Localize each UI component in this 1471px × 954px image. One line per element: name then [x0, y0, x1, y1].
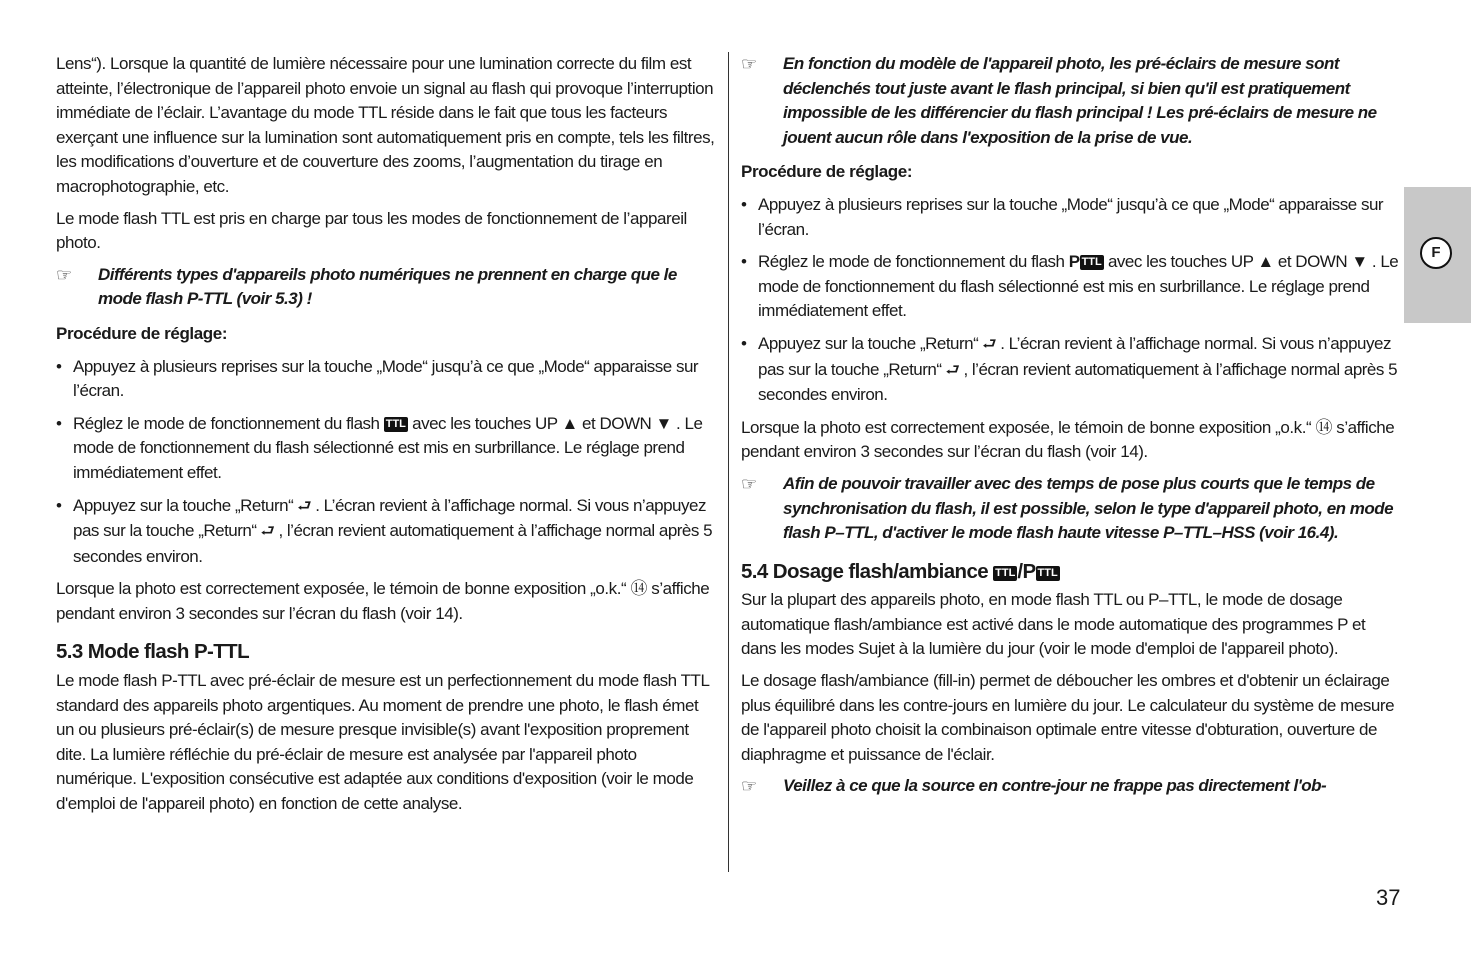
- procedure-label: Procédure de réglage:: [741, 162, 913, 182]
- intro-paragraph: Lens“). Lorsque la quantité de lumière nécessaire pour une lumination correcte du film est atteinte, l’électronique de l’appareil photo envoie un signal au flash qui provoque l’interruption immédiate de l’éclair. L’avantage du mode TTL réside dans le fait que tous les facteurs exerçant une influence sur la lumination sont automatiquement pris en compte, tels les filtres, les modifications d’ouverture et de couverture des zooms, l’augmentation du tirage en macrophotographie, etc.: [56, 54, 715, 196]
- procedure-label: Procédure de réglage:: [56, 323, 228, 343]
- section-heading-5-3: 5.3 Mode flash P-TTL: [56, 640, 250, 664]
- list-item: • Réglez le mode de fonctionnement du flash P TTL avec les touches UP ▲ et DOWN ▼ . Le mode de fonctionnement du flash sélectionné est mis en surbrillance. Le réglage prend immédiatement effet.: [741, 252, 1399, 321]
- exposure-ok-paragraph: Lorsque la photo est correctement exposée, le témoin de bonne exposition „o.k.“ ⑭ s’affiche pendant environ 3 secondes sur l’écran du flash (voir 14).: [741, 417, 1395, 462]
- note-backlight: ☞ Veillez à ce que la source en contre-jour ne frappe pas directement l'ob-: [741, 774, 1401, 799]
- ttl-support-paragraph: Le mode flash TTL est pris en charge par tous les modes de fonctionnement de l’appareil photo.: [56, 208, 687, 253]
- list-item: • Appuyez à plusieurs reprises sur la touche „Mode“ jusqu’à ce que „Mode“ apparaisse sur l’écran.: [56, 356, 699, 401]
- column-divider: [728, 52, 729, 872]
- ttl-badge-icon: TTL: [995, 566, 1016, 579]
- bullet-icon: •: [741, 333, 747, 353]
- pointing-hand-icon: ☞: [741, 473, 757, 494]
- list-item: • Appuyez à plusieurs reprises sur la touche „Mode“ jusqu’à ce que „Mode“ apparaisse sur l’écran.: [741, 194, 1384, 239]
- section-heading-5-4: 5.4 Dosage flash/ambiance TTL/P TTL: [741, 559, 1058, 583]
- ttl-badge-icon: TTL: [1037, 566, 1058, 579]
- exposure-ok-paragraph: Lorsque la photo est correctement exposée, le témoin de bonne exposition „o.k.“ ⑭ s’affiche pendant environ 3 secondes sur l’écran du flash (voir 14).: [56, 579, 710, 623]
- pointing-hand-icon: ☞: [741, 776, 757, 797]
- return-icon: ⮐: [260, 523, 275, 541]
- ttl-badge-icon: TTL: [385, 417, 406, 430]
- fill-in-auto-paragraph: Sur la plupart des appareils photo, en mode flash TTL ou P–TTL, le mode de dosage automatique flash/ambiance est activé dans le mode automatique des programmes P et dans les modes Sujet à la lumière du jour (voir le mode d'emploi de l'appareil photo).: [741, 590, 1366, 659]
- ttl-badge-icon: TTL: [1081, 256, 1102, 269]
- right-column: [741, 52, 1401, 807]
- pointing-hand-icon: ☞: [56, 264, 72, 285]
- return-icon: ⮐: [297, 497, 312, 515]
- ptl-description-paragraph: Le mode flash P-TTL avec pré-éclair de mesure est un perfectionnement du mode flash TTL standard des appareils photo argentiques. Au moment de prendre une photo, le flash émet un ou plusieurs pré-éclair(s) de mesure presque invisible(s) avant l'exposition proprement dite. La lumière réfléchie du pré-éclair de mesure est analysée par l'appareil photo numérique. L'exposition consécutive est adaptée aux conditions d'exposition (voir le mode d'emploi de l'appareil photo) en fonction de cette analyse.: [56, 671, 709, 814]
- bullet-icon: •: [56, 356, 62, 376]
- bullet-icon: •: [56, 495, 62, 515]
- left-column: [56, 52, 718, 824]
- list-item: • Réglez le mode de fonctionnement du flash TTL avec les touches UP ▲ et DOWN ▼ . Le mode de fonctionnement du flash sélectionné est mis en surbrillance. Le réglage prend immédiatement effet.: [56, 413, 703, 482]
- note-ptl-only: ☞ Différents types d'appareils photo numériques ne prennent en charge que le mode flash P-TTL (voir 5.3) !: [56, 264, 677, 309]
- list-item: • Appuyez sur la touche „Return“ ⮐ . L’écran revient à l’affichage normal. Si vous n’appuyez pas sur la touche „Return“ ⮐ , l’écran revient automatiquement à l’affichage normal après 5 secondes environ.: [741, 333, 1398, 405]
- fill-in-description-paragraph: Le dosage flash/ambiance (fill-in) permet de déboucher les ombres et d'obtenir un éclairage plus équilibré dans les contre-jours en lumière du jour. Le calculateur du système de mesure de l'appareil photo choisit la combinaison optimale entre vitesse d'obturation, ouverture de diaphragme et puissance de l'éclair.: [741, 671, 1395, 764]
- note-hss: ☞ Afin de pouvoir travailler avec des temps de pose plus courts que le temps de synchronisation du flash, il est possible, selon le type d'appareil photo, en mode flash P–TTL, d'activer le mode flash haute vitesse P–TTL–HSS (voir 16.4).: [741, 473, 1394, 543]
- p-prefix: P: [1068, 252, 1080, 272]
- language-tab: [1404, 187, 1471, 323]
- return-icon: ⮐: [982, 335, 997, 353]
- page-number: 37: [1376, 885, 1401, 910]
- list-item: • Appuyez sur la touche „Return“ ⮐ . L’écran revient à l’affichage normal. Si vous n’appuyez pas sur la touche „Return“ ⮐ , l’écran revient automatiquement à l’affichage normal après 5 secondes environ.: [56, 495, 713, 566]
- bullet-icon: •: [741, 194, 747, 214]
- language-tab-letter: F: [1420, 237, 1452, 269]
- return-icon: ⮐: [945, 361, 960, 379]
- bullet-icon: •: [56, 413, 62, 433]
- bullet-icon: •: [741, 252, 747, 272]
- note-pre-flash: ☞ En fonction du modèle de l'appareil photo, les pré-éclairs de mesure sont déclenchés tout juste avant le flash principal, si bien qu'il est pratiquement impossible de les différencier du flash principal ! Les pré-éclairs de mesure ne jouent aucun rôle dans l'exposition de la prise de vue.: [741, 54, 1377, 147]
- pointing-hand-icon: ☞: [741, 54, 757, 74]
